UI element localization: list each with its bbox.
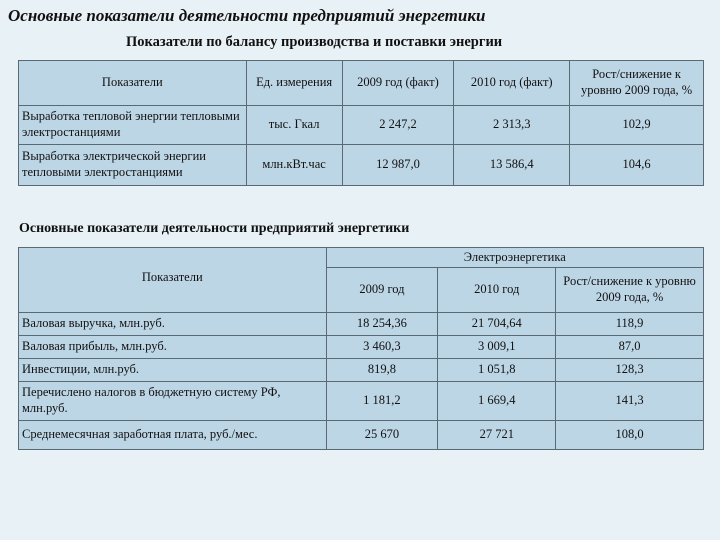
row-2009: 2 247,2 <box>342 106 454 145</box>
page-title: Основные показатели деятельности предприятий энергетики <box>8 6 486 25</box>
header-indicator: Показатели <box>19 61 247 106</box>
row-2009: 1 181,2 <box>326 382 438 421</box>
table-row <box>19 106 704 145</box>
row-name: Валовая выручка, млн.руб. <box>19 313 327 336</box>
table-row <box>19 313 704 336</box>
row-growth: 141,3 <box>556 382 704 421</box>
row-2009: 18 254,36 <box>326 313 438 336</box>
table-row <box>19 421 704 450</box>
production-balance-table <box>18 60 704 186</box>
row-growth: 118,9 <box>556 313 704 336</box>
row-2010: 27 721 <box>438 421 556 450</box>
row-2010: 13 586,4 <box>454 145 570 186</box>
row-unit: тыс. Гкал <box>246 106 342 145</box>
row-name: Выработка электрической энергии тепловыми электростанциями <box>19 145 247 186</box>
row-2009: 3 460,3 <box>326 336 438 359</box>
row-name: Перечислено налогов в бюджетную систему РФ, млн.руб. <box>19 382 327 421</box>
row-2009: 25 670 <box>326 421 438 450</box>
row-growth: 102,9 <box>570 106 704 145</box>
header-2010: 2010 год (факт) <box>454 61 570 106</box>
row-2009: 819,8 <box>326 359 438 382</box>
table1-subtitle: Показатели по балансу производства и поставки энергии <box>126 34 503 50</box>
row-growth: 108,0 <box>556 421 704 450</box>
header-growth: Рост/снижение к уровню 2009 года, % <box>570 61 704 106</box>
table-row <box>19 382 704 421</box>
table-row <box>19 359 704 382</box>
header-indicator: Показатели <box>19 248 327 313</box>
header-2010: 2010 год <box>438 268 556 313</box>
row-growth: 87,0 <box>556 336 704 359</box>
table-row <box>19 336 704 359</box>
row-2010: 3 009,1 <box>438 336 556 359</box>
header-growth: Рост/снижение к уровню 2009 года, % <box>556 268 704 313</box>
table-header-row <box>19 248 704 268</box>
row-unit: млн.кВт.час <box>246 145 342 186</box>
row-name: Валовая прибыль, млн.руб. <box>19 336 327 359</box>
table-row <box>19 145 704 186</box>
row-name: Выработка тепловой энергии тепловыми электростанциями <box>19 106 247 145</box>
row-2010: 21 704,64 <box>438 313 556 336</box>
row-2010: 1 051,8 <box>438 359 556 382</box>
header-2009: 2009 год (факт) <box>342 61 454 106</box>
header-2009: 2009 год <box>326 268 438 313</box>
row-name: Среднемесячная заработная плата, руб./мес. <box>19 421 327 450</box>
header-group: Электроэнергетика <box>326 248 703 268</box>
row-2010: 1 669,4 <box>438 382 556 421</box>
section-title: Основные показатели деятельности предприятий энергетики <box>19 221 410 236</box>
header-unit: Ед. измерения <box>246 61 342 106</box>
row-growth: 104,6 <box>570 145 704 186</box>
row-growth: 128,3 <box>556 359 704 382</box>
energy-indicators-table <box>18 247 704 450</box>
row-name: Инвестиции, млн.руб. <box>19 359 327 382</box>
row-2010: 2 313,3 <box>454 106 570 145</box>
table-header-row <box>19 61 704 106</box>
row-2009: 12 987,0 <box>342 145 454 186</box>
